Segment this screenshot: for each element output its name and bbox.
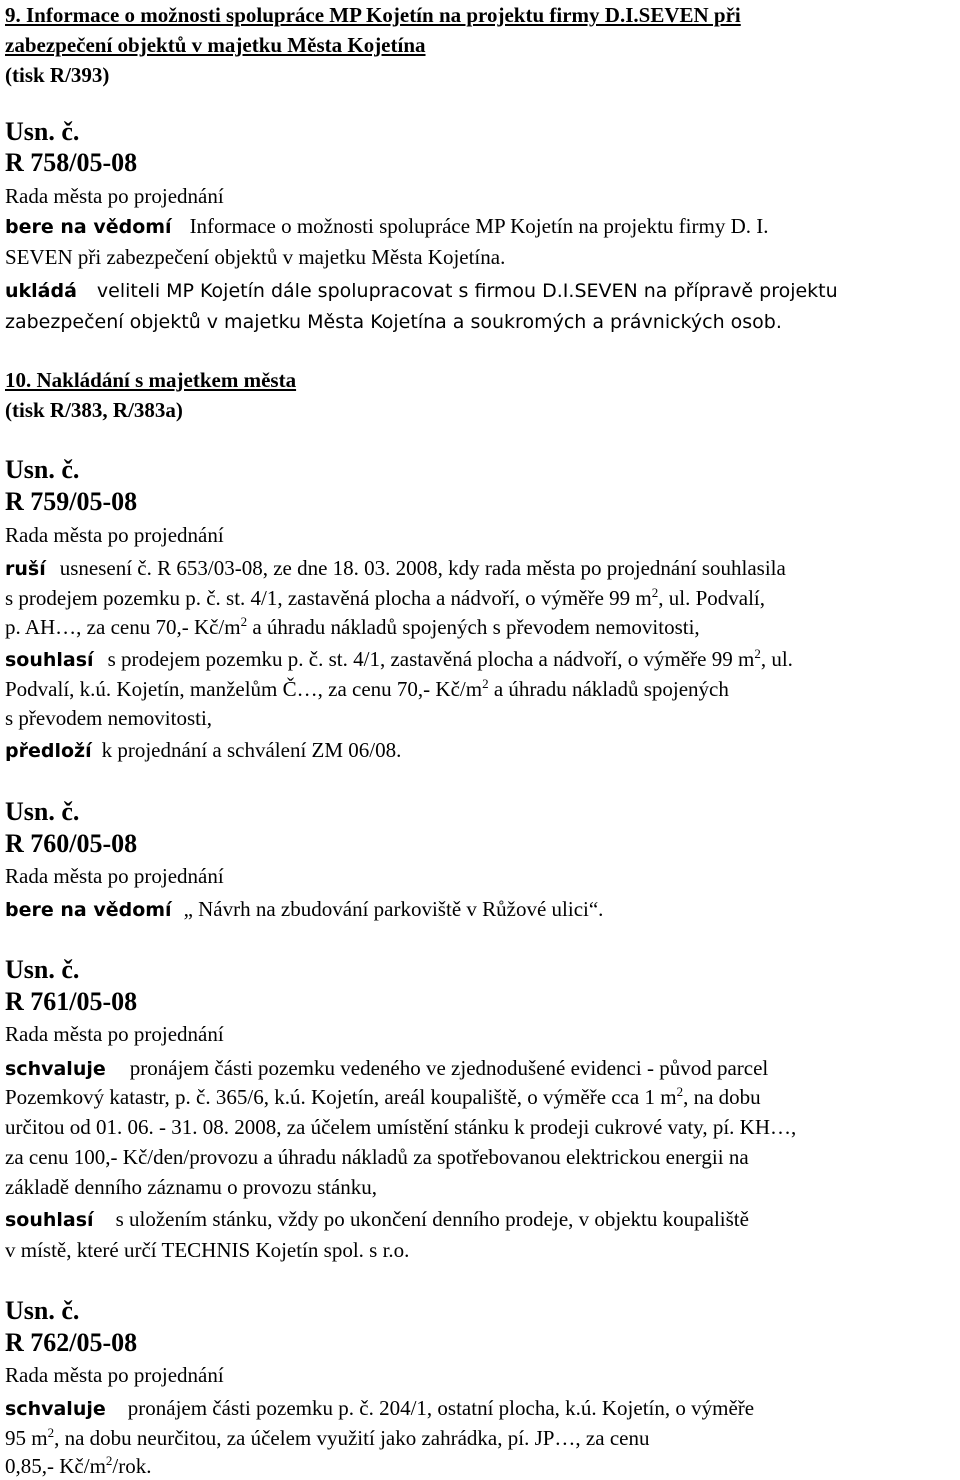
r761-line-1 [5, 1055, 768, 1082]
r762-text-3: 0,85,- Kč/m [5, 1454, 106, 1478]
r760-text-1: „ Návrh na zbudování parkoviště v Růžové ulici“. [183, 897, 604, 921]
resolution-id-r760: R 760/05-08 [5, 829, 138, 858]
superscript: 2 [482, 676, 489, 691]
r759-line-1 [5, 555, 786, 582]
r759-line-7 [5, 737, 401, 764]
r760-line-1 [5, 896, 603, 923]
section-9-heading-line-2: zabezpečení objektů v majetku Města Kojetína [5, 33, 426, 57]
r761-text-1: pronájem části pozemku vedeného ve zjednodušené evidenci - původ parcel [129, 1056, 769, 1080]
resolution-id-r759: R 759/05-08 [5, 487, 138, 516]
r758-line-1 [5, 213, 768, 240]
r759-line-2 [5, 585, 765, 611]
resolution-id-r761: R 761/05-08 [5, 987, 138, 1016]
r758-line-4: zabezpečení objektů v majetku Města Kojetína a soukromých a právnických osob. [5, 311, 782, 333]
r759-text-4: s prodejem pozemku p. č. st. 4/1, zastavěná plocha a nádvoří, o výměře 99 m [107, 647, 755, 671]
verb-souhlasi: souhlasí [5, 1209, 94, 1231]
verb-schvaluje: schvaluje [5, 1398, 106, 1420]
r759-line-5 [5, 676, 729, 702]
r762-line-1 [5, 1395, 754, 1422]
r762-line-2 [5, 1425, 649, 1451]
resolution-number-label: Usn. č. [5, 117, 80, 146]
superscript: 2 [651, 585, 659, 600]
verb-uklada: ukládá [5, 280, 77, 302]
r761-line-6 [5, 1206, 749, 1233]
verb-bere-na-vedomi: bere na vědomí [5, 216, 172, 238]
r762-text-3b: /rok. [112, 1454, 152, 1478]
r759-text-1: usnesení č. R 653/03-08, ze dne 18. 03. 2008, kdy rada města po projednání souhlasila [59, 556, 786, 580]
resolution-number-label: Usn. č. [5, 797, 80, 826]
r761-text-2: Pozemkový katastr, p. č. 365/6, k.ú. Kojetín, areál koupaliště, o výměře cca 1 m [5, 1085, 677, 1109]
resolution-id-r762: R 762/05-08 [5, 1328, 138, 1357]
council-intro: Rada města po projednání [5, 1363, 224, 1387]
r759-line-3 [5, 614, 700, 640]
r762-line-3 [5, 1453, 151, 1479]
section-9-print-ref: (tisk R/393) [5, 63, 110, 87]
r759-text-7: k projednání a schválení ZM 06/08. [101, 738, 402, 762]
verb-rusi: ruší [5, 558, 46, 580]
resolution-id-r758: R 758/05-08 [5, 148, 138, 177]
r758-line-3 [5, 277, 838, 304]
r759-line-4 [5, 646, 793, 673]
r758-line-2: SEVEN při zabezpečení objektů v majetku Města Kojetína. [5, 245, 506, 269]
r759-text-3: p. AH…, za cenu 70,- Kč/m [5, 615, 241, 639]
r761-text-2b: , na dobu [683, 1085, 761, 1109]
superscript: 2 [240, 614, 248, 629]
council-intro: Rada města po projednání [5, 523, 224, 547]
r758-text-1: Informace o možnosti spolupráce MP Kojetín na projektu firmy D. I. [189, 214, 769, 238]
r761-line-7: v místě, které určí TECHNIS Kojetín spol. s r.o. [5, 1238, 410, 1262]
r761-line-4: za cenu 100,- Kč/den/provozu a úhradu nákladů za spotřebovanou elektrickou energii na [5, 1145, 749, 1169]
r759-text-5: Podvalí, k.ú. Kojetín, manželům Č…, za cenu 70,- Kč/m [5, 677, 483, 701]
r759-text-5b: a úhradu nákladů spojených [488, 677, 729, 701]
r761-line-3: určitou od 01. 06. - 31. 08. 2008, za účelem umístění stánku k prodeji cukrové vaty, pí. KH…, [5, 1115, 797, 1139]
council-intro: Rada města po projednání [5, 1022, 224, 1046]
r759-line-6: s převodem nemovitosti, [5, 706, 213, 730]
council-intro: Rada města po projednání [5, 184, 224, 208]
superscript: 2 [47, 1425, 55, 1440]
section-9-heading-line-1: 9. Informace o možnosti spolupráce MP Kojetín na projektu firmy D.I.SEVEN při [5, 3, 741, 27]
r758-text-3: veliteli MP Kojetín dále spolupracovat s firmou D.I.SEVEN na přípravě projektu [96, 280, 838, 302]
resolution-number-label: Usn. č. [5, 455, 80, 484]
r761-line-5: základě denního záznamu o provozu stánku, [5, 1175, 378, 1199]
r759-text-4b: , ul. [760, 647, 793, 671]
r761-text-6: s uložením stánku, vždy po ukončení denního prodeje, v objektu koupaliště [115, 1207, 749, 1231]
r759-text-2b: , ul. Podvalí, [658, 586, 765, 610]
section-10-heading: 10. Nakládání s majetkem města [5, 368, 297, 392]
section-10-print-ref: (tisk R/383, R/383a) [5, 398, 183, 422]
verb-predlozi: předloží [5, 740, 92, 762]
council-intro: Rada města po projednání [5, 864, 224, 888]
verb-schvaluje: schvaluje [5, 1058, 106, 1080]
superscript: 2 [676, 1084, 684, 1099]
verb-bere-na-vedomi: bere na vědomí [5, 899, 172, 921]
r761-line-2 [5, 1084, 761, 1110]
r762-text-1: pronájem části pozemku p. č. 204/1, ostatní plocha, k.ú. Kojetín, o výměře [127, 1396, 755, 1420]
r759-text-2: s prodejem pozemku p. č. st. 4/1, zastavěná plocha a nádvoří, o výměře 99 m [5, 586, 652, 610]
superscript: 2 [105, 1453, 113, 1468]
r762-text-2: 95 m [5, 1426, 48, 1450]
resolution-number-label: Usn. č. [5, 955, 80, 984]
superscript: 2 [754, 646, 761, 661]
verb-souhlasi: souhlasí [5, 649, 94, 671]
r759-text-3b: a úhradu nákladů spojených s převodem nemovitosti, [247, 615, 700, 639]
resolution-number-label: Usn. č. [5, 1296, 80, 1325]
r762-text-2b: , na dobu neurčitou, za účelem využití jako zahrádka, pí. JP…, za cenu [54, 1426, 650, 1450]
